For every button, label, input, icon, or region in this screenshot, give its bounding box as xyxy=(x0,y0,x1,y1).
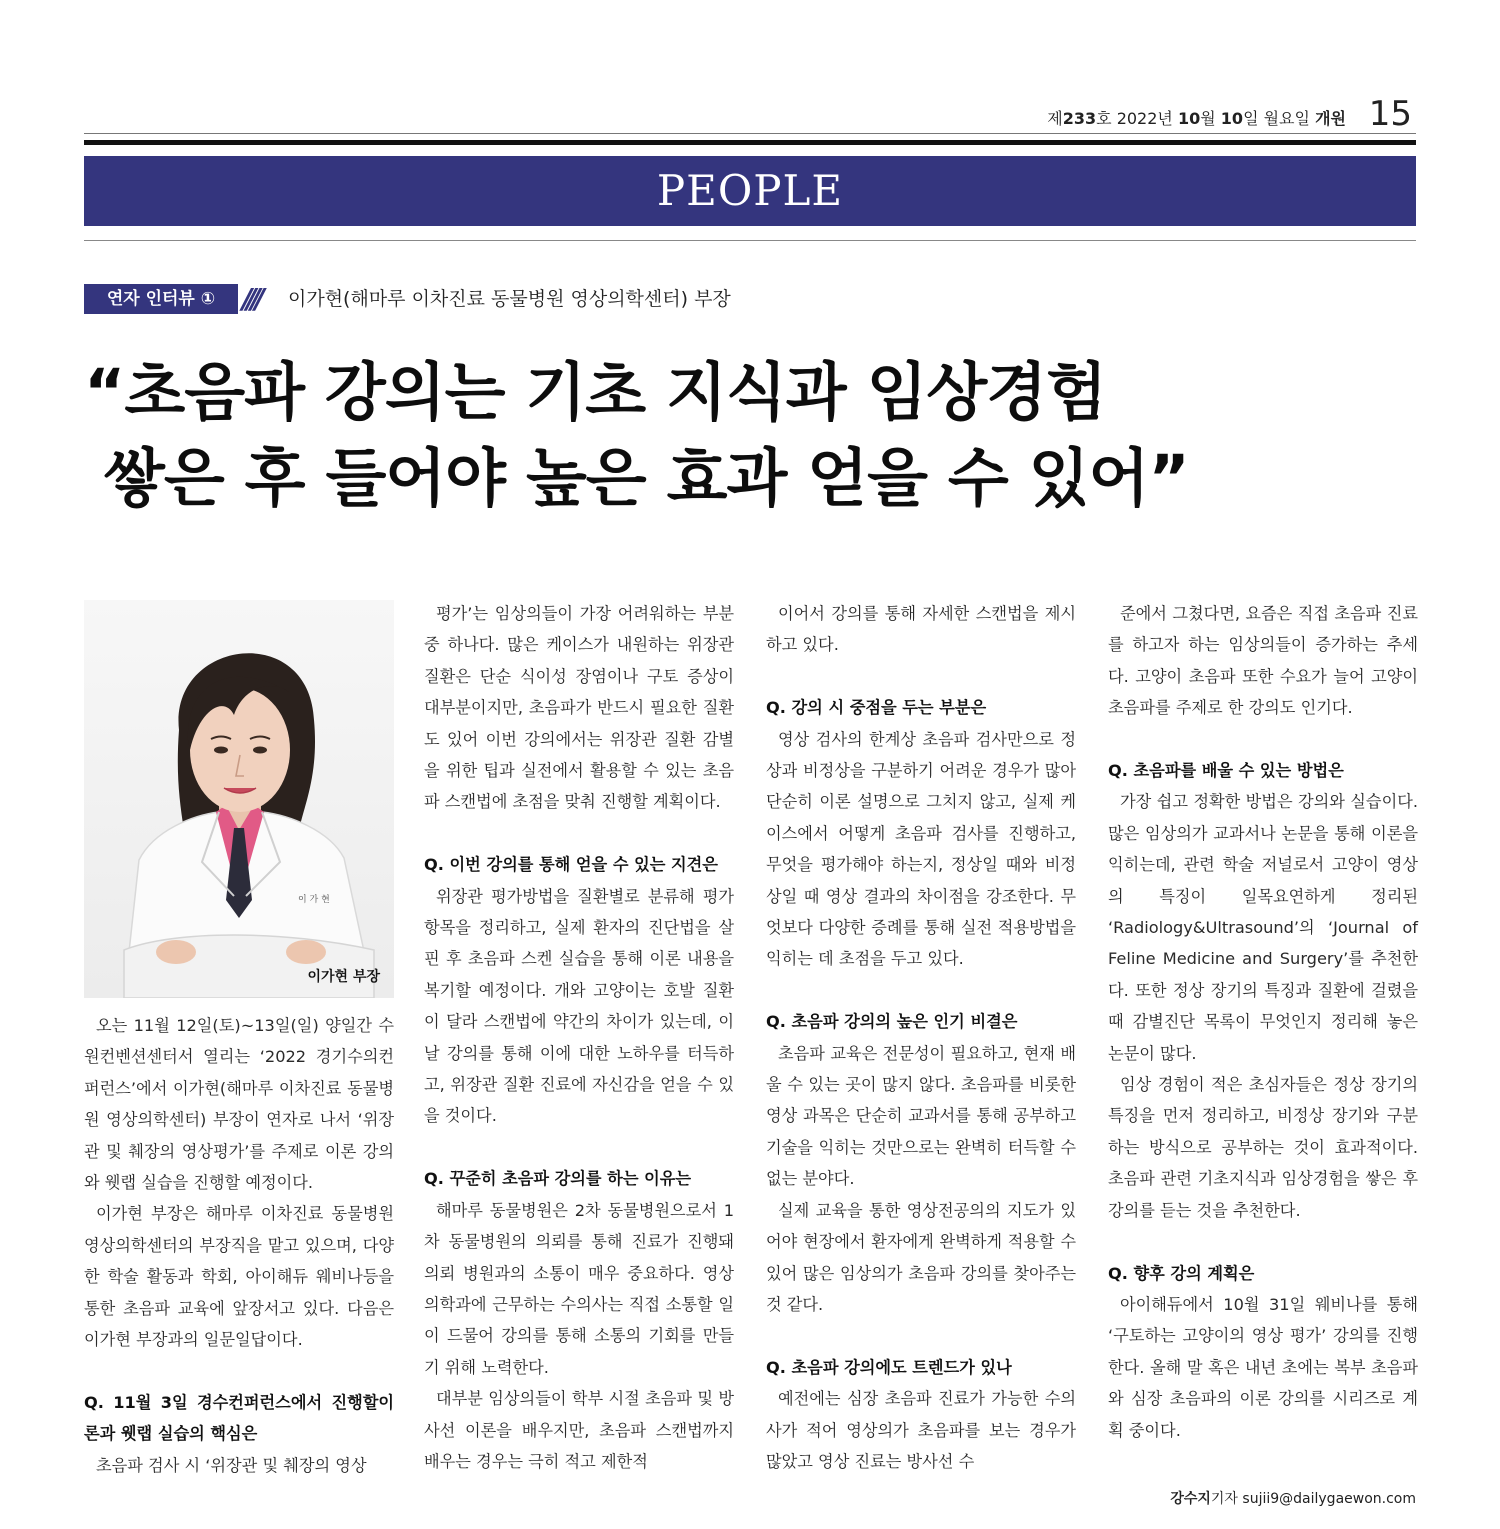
paragraph-gap xyxy=(766,1320,1076,1351)
paragraph-gap xyxy=(424,818,734,849)
question-heading: Q. 이번 강의를 통해 얻을 수 있는 지견은 xyxy=(424,855,718,875)
paragraph-gap xyxy=(424,1132,734,1163)
kicker-subtitle: 이가현(해마루 이차진료 동물병원 영상의학센터) 부장 xyxy=(288,288,731,310)
headline-line-1: “초음파 강의는 기초 지식과 임상경험 xyxy=(84,356,1107,429)
kicker-tag: 연자 인터뷰 ① xyxy=(84,284,238,314)
paragraph-gap xyxy=(1108,1226,1418,1257)
body-paragraph: 초음파 검사 시 ‘위장관 및 췌장의 영상 xyxy=(96,1455,367,1475)
photo-caption: 이가현 부장 xyxy=(307,969,380,985)
svg-text:이 가 현: 이 가 현 xyxy=(298,895,330,905)
body-paragraph: 이어서 강의를 통해 자세한 스캔법을 제시하고 있다. xyxy=(766,604,1076,655)
article-column-3 xyxy=(766,598,1076,1477)
body-paragraph: 위장관 평가방법을 질환별로 분류해 평가 항목을 정리하고, 실제 환자의 진단법을 살핀 후 초음파 스켄 실습을 통해 이론 내용을 복기할 예정이다. 개와 고양이는 호발 질환이 달라 스캔법에 약간의 차이가 있는데, 이날 강의를 통해 이에 대한 노하우를 터득하고, 위장관 질환 진료에 자신감을 얻을 수 있을 것이다. xyxy=(424,886,734,1126)
body-paragraph: 실제 교육을 통한 영상전공의의 지도가 있어야 현장에서 환자에게 완벽하게 적용할 수 있어 많은 임상의가 초음파 강의를 찾아주는 것 같다. xyxy=(766,1200,1076,1314)
question-heading: Q. 꾸준히 초음파 강의를 하는 이유는 xyxy=(424,1169,692,1189)
issue-line xyxy=(84,96,1416,136)
paragraph-gap xyxy=(84,1355,394,1386)
header-rule-thin xyxy=(84,133,1416,134)
byline-email: sujii9@dailygaewon.com xyxy=(1242,1491,1416,1507)
byline xyxy=(1170,1488,1416,1508)
header-rule-thick xyxy=(84,140,1416,145)
section-rule xyxy=(84,240,1416,241)
body-paragraph: 대부분 임상의들이 학부 시절 초음파 및 방사선 이론을 배우지만, 초음파 스캔법까지 배우는 경우는 극히 적고 제한적 xyxy=(424,1389,734,1471)
paragraph-gap xyxy=(766,661,1076,692)
article-column-4 xyxy=(1108,598,1418,1446)
body-paragraph: 초음파 교육은 전문성이 필요하고, 현재 배울 수 있는 곳이 많지 않다. 초음파를 비롯한 영상 과목은 단순히 교과서를 통해 공부하고 기술을 익히는 것만으로는 완벽히 터득할 수 없는 분야다. xyxy=(766,1043,1076,1189)
question-heading: Q. 강의 시 중점을 두는 부분은 xyxy=(766,698,987,718)
article-column-2 xyxy=(424,598,734,1477)
paragraph-gap xyxy=(766,975,1076,1006)
question-heading: Q. 향후 강의 계획은 xyxy=(1108,1263,1255,1283)
body-paragraph: 이가현 부장은 해마루 이차진료 동물병원 영상의학센터의 부장직을 맡고 있으며, 다양한 학술 활동과 학회, 아이해듀 웨비나등을 통한 초음파 교육에 앞장서고 있다. 다음은 이가현 부장과의 일문일답이다. xyxy=(84,1204,394,1350)
body-paragraph: 준에서 그쳤다면, 요즘은 직접 초음파 진료를 하고자 하는 임상의들이 증가하는 추세다. 고양이 초음파 또한 수요가 늘어 고양이 초음파를 주제로 한 강의도 인기다. xyxy=(1108,604,1418,718)
issue-info: 제233호 2022년 10월 10일 월요일 개원 xyxy=(1047,109,1346,128)
section-title: PEOPLE xyxy=(656,166,844,215)
portrait-illustration xyxy=(84,600,394,998)
question-heading: Q. 초음파 강의에도 트렌드가 있나 xyxy=(766,1357,1012,1377)
body-paragraph: 영상 검사의 한계상 초음파 검사만으로 정상과 비정상을 구분하기 어려운 경우가 많아 단순히 이론 설명으로 그치지 않고, 실제 케이스에서 어떻게 초음파 검사를 진행하고, 무엇을 평가해야 하는지, 정상일 때와 비정상일 때 영상 결과의 차이점을 강조한다. 무엇보다 다양한 증례를 통해 실전 적용방법을 익히는 데 초점을 두고 있다. xyxy=(766,729,1076,969)
body-paragraph: 예전에는 심장 초음파 진료가 가능한 수의사가 적어 영상의가 초음파를 보는 경우가 많았고 영상 진료는 방사선 수 xyxy=(766,1389,1076,1471)
section-banner xyxy=(84,156,1416,226)
headline xyxy=(84,350,1424,522)
question-heading: Q. 초음파 강의의 높은 인기 비결은 xyxy=(766,1012,1018,1032)
headline-line-2: 쌓은 후 들어야 높은 효과 얻을 수 있어” xyxy=(104,442,1189,515)
slash-decoration-icon: //// xyxy=(242,282,259,315)
byline-role: 기자 xyxy=(1210,1491,1238,1507)
body-paragraph: 아이해듀에서 10월 31일 웨비나를 통해 ‘구토하는 고양이의 영상 평가’ 강의를 진행한다. 올해 말 혹은 내년 초에는 복부 초음파와 심장 초음파의 이론 강의를 시리즈로 계획 중이다. xyxy=(1108,1294,1418,1440)
body-paragraph: 가장 쉽고 정확한 방법은 강의와 실습이다. 많은 임상의가 교과서나 논문을 통해 이론을 익히는데, 관련 학술 저널로서 고양이 영상의 특징이 일목요연하게 정리된 ‘Radiology&Ultrasound’의 ‘Journal of Feline Medicine and Surgery’를 추천한다. 또한 정상 장기의 특징과 질환에 걸렸을 때 감별진단 목록이 무엇인지 정리해 놓은 논문이 많다. xyxy=(1108,792,1418,1063)
question-heading: Q. 초음파를 배울 수 있는 방법은 xyxy=(1108,761,1344,781)
question-heading: Q. 11월 3일 경수컨퍼런스에서 진행할이론과 웻랩 실습의 핵심은 xyxy=(84,1392,394,1444)
portrait-photo xyxy=(84,600,394,998)
page-number: 15 xyxy=(1368,94,1412,134)
article-column-1 xyxy=(84,1010,394,1481)
byline-name: 강수지 xyxy=(1170,1491,1211,1507)
body-paragraph: 해마루 동물병원은 2차 동물병원으로서 1차 동물병원의 의뢰를 통해 진료가 진행돼 의뢰 병원과의 소통이 매우 중요하다. 영상의학과에 근무하는 수의사는 직접 소통할 일이 드물어 강의를 통해 소통의 기회를 만들기 위해 노력한다. xyxy=(424,1200,734,1377)
body-paragraph: 평가’는 임상의들이 가장 어려워하는 부분 중 하나다. 많은 케이스가 내원하는 위장관 질환은 단순 식이성 장염이나 구토 증상이 대부분이지만, 초음파가 반드시 필요한 질환도 있어 이번 강의에서는 위장관 질환 감별을 위한 팁과 실전에서 활용할 수 있는 초음파 스캔법에 초점을 맞춰 진행할 계획이다. xyxy=(424,604,734,812)
body-paragraph: 오는 11월 12일(토)~13일(일) 양일간 수원컨벤션센터서 열리는 ‘2022 경기수의컨퍼런스’에서 이가현(해마루 이차진료 동물병원 영상의학센터) 부장이 연자로 나서 ‘위장관 및 췌장의 영상평가’를 주제로 이론 강의와 웻랩 실습을 진행할 예정이다. xyxy=(84,1016,394,1193)
body-paragraph: 임상 경험이 적은 초심자들은 정상 장기의 특징을 먼저 정리하고, 비정상 장기와 구분하는 방식으로 공부하는 것이 효과적이다. 초음파 관련 기초지식과 임상경험을 쌓은 후 강의를 듣는 것을 추천한다. xyxy=(1108,1075,1418,1220)
paragraph-gap xyxy=(1108,724,1418,755)
